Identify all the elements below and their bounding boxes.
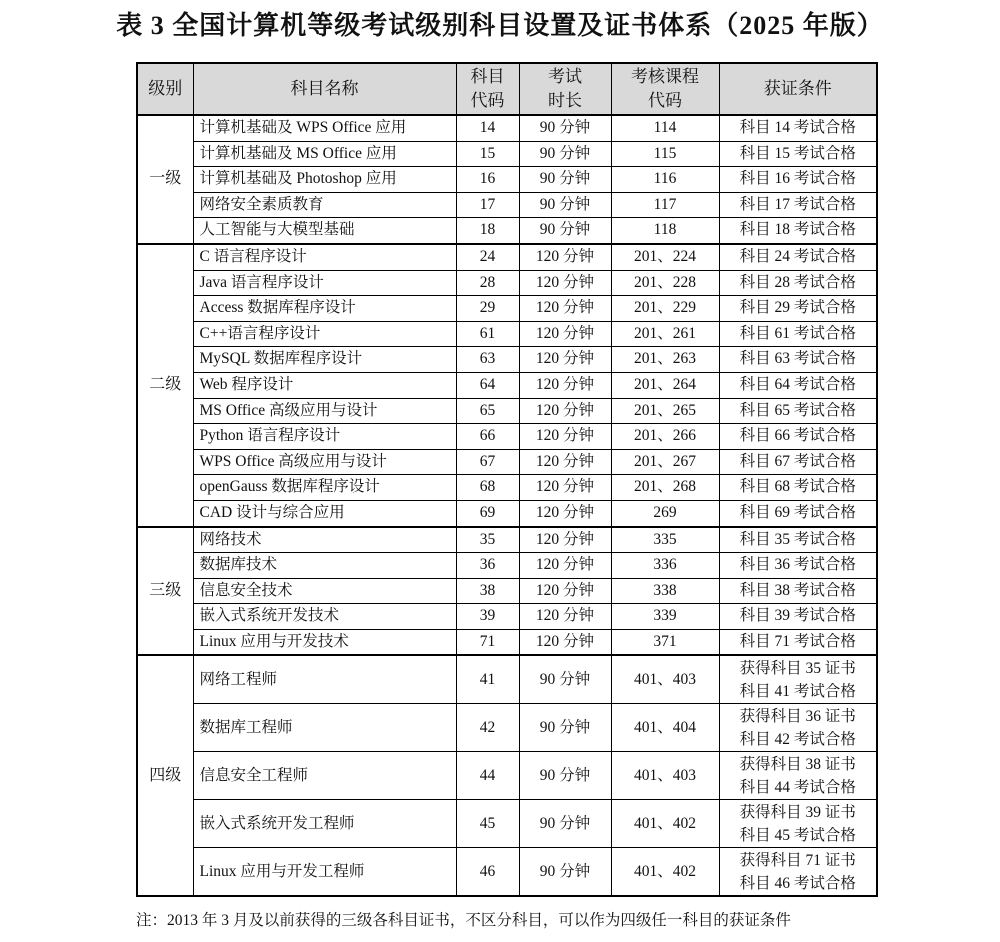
cell-course-code: 338 bbox=[611, 578, 719, 604]
cell-subject-code: 15 bbox=[456, 141, 519, 167]
cell-subject-code: 67 bbox=[456, 449, 519, 475]
cell-certificate-condition: 科目 38 考试合格 bbox=[719, 578, 877, 604]
condition-line-2: 科目 44 考试合格 bbox=[739, 778, 856, 796]
cell-subject-code: 29 bbox=[456, 296, 519, 322]
cell-subject-code: 66 bbox=[456, 424, 519, 450]
cell-course-code: 201、264 bbox=[611, 372, 719, 398]
cell-exam-duration: 90 分钟 bbox=[519, 167, 611, 193]
cell-subject-code: 65 bbox=[456, 398, 519, 424]
column-header-level: 级别 bbox=[137, 63, 193, 115]
cell-subject-code: 28 bbox=[456, 270, 519, 296]
column-header-duration bbox=[519, 63, 611, 115]
cell-subject-code: 39 bbox=[456, 604, 519, 630]
cell-certificate-condition: 科目 16 考试合格 bbox=[719, 167, 877, 193]
cell-course-code: 116 bbox=[611, 167, 719, 193]
cell-course-code: 201、224 bbox=[611, 244, 719, 270]
column-header-course-code bbox=[611, 63, 719, 115]
cell-subject-code: 61 bbox=[456, 321, 519, 347]
cell-certificate-condition: 科目 64 考试合格 bbox=[719, 372, 877, 398]
cell-subject-code: 36 bbox=[456, 553, 519, 579]
cell-exam-duration: 120 分钟 bbox=[519, 578, 611, 604]
cell-course-code: 401、402 bbox=[611, 848, 719, 897]
level-cell: 一级 bbox=[137, 115, 193, 244]
table-row bbox=[137, 800, 877, 848]
cell-subject-code: 46 bbox=[456, 848, 519, 897]
cell-exam-duration: 120 分钟 bbox=[519, 398, 611, 424]
cell-subject-code: 16 bbox=[456, 167, 519, 193]
cell-exam-duration: 120 分钟 bbox=[519, 527, 611, 553]
cell-certificate-condition bbox=[719, 848, 877, 897]
cell-exam-duration: 120 分钟 bbox=[519, 270, 611, 296]
table-row bbox=[137, 553, 877, 579]
table-row bbox=[137, 475, 877, 501]
cell-subject-name: 网络技术 bbox=[193, 527, 456, 553]
table-row bbox=[137, 115, 877, 141]
column-header-condition: 获证条件 bbox=[719, 63, 877, 115]
table-row bbox=[137, 578, 877, 604]
cell-exam-duration: 90 分钟 bbox=[519, 141, 611, 167]
cell-course-code: 115 bbox=[611, 141, 719, 167]
cell-exam-duration: 90 分钟 bbox=[519, 704, 611, 752]
condition-line-1: 获得科目 71 证书 bbox=[739, 851, 856, 869]
cell-certificate-condition: 科目 63 考试合格 bbox=[719, 347, 877, 373]
cell-course-code: 201、268 bbox=[611, 475, 719, 501]
cell-course-code: 118 bbox=[611, 218, 719, 244]
cell-exam-duration: 120 分钟 bbox=[519, 500, 611, 526]
column-header-course-code-line1: 考核课程 bbox=[631, 67, 699, 86]
table-row bbox=[137, 270, 877, 296]
cell-course-code: 201、265 bbox=[611, 398, 719, 424]
cell-exam-duration: 120 分钟 bbox=[519, 321, 611, 347]
level-cell: 三级 bbox=[137, 527, 193, 656]
cell-subject-code: 35 bbox=[456, 527, 519, 553]
cell-exam-duration: 90 分钟 bbox=[519, 115, 611, 141]
cell-subject-name: Java 语言程序设计 bbox=[193, 270, 456, 296]
cell-subject-name: Linux 应用与开发工程师 bbox=[193, 848, 456, 897]
condition-line-1: 获得科目 35 证书 bbox=[739, 659, 856, 677]
column-header-duration-line2: 时长 bbox=[548, 91, 582, 110]
cell-certificate-condition: 科目 68 考试合格 bbox=[719, 475, 877, 501]
table-row bbox=[137, 629, 877, 655]
cell-certificate-condition: 科目 15 考试合格 bbox=[719, 141, 877, 167]
cell-certificate-condition: 科目 29 考试合格 bbox=[719, 296, 877, 322]
column-header-subject-code-line2: 代码 bbox=[470, 91, 505, 110]
condition-line-1: 获得科目 36 证书 bbox=[739, 707, 856, 725]
table-row bbox=[137, 704, 877, 752]
table-row bbox=[137, 449, 877, 475]
cell-course-code: 201、229 bbox=[611, 296, 719, 322]
table-row bbox=[137, 604, 877, 630]
cell-certificate-condition bbox=[719, 752, 877, 800]
cell-exam-duration: 90 分钟 bbox=[519, 800, 611, 848]
column-header-duration-line1: 考试 bbox=[548, 67, 582, 86]
cell-subject-name: 网络安全素质教育 bbox=[193, 192, 456, 218]
cell-subject-name: 网络工程师 bbox=[193, 655, 456, 704]
cell-certificate-condition: 科目 24 考试合格 bbox=[719, 244, 877, 270]
cell-exam-duration: 120 分钟 bbox=[519, 553, 611, 579]
cell-certificate-condition: 科目 28 考试合格 bbox=[719, 270, 877, 296]
cell-subject-name: Access 数据库程序设计 bbox=[193, 296, 456, 322]
cell-course-code: 339 bbox=[611, 604, 719, 630]
cell-certificate-condition: 科目 69 考试合格 bbox=[719, 500, 877, 526]
cell-exam-duration: 120 分钟 bbox=[519, 475, 611, 501]
table-row bbox=[137, 372, 877, 398]
cell-certificate-condition: 科目 67 考试合格 bbox=[719, 449, 877, 475]
condition-line-2: 科目 46 考试合格 bbox=[739, 874, 856, 892]
cell-subject-code: 38 bbox=[456, 578, 519, 604]
cell-subject-code: 18 bbox=[456, 218, 519, 244]
table-row bbox=[137, 848, 877, 897]
cell-course-code: 401、403 bbox=[611, 752, 719, 800]
level-cell: 四级 bbox=[137, 655, 193, 896]
column-header-course-code-line2: 代码 bbox=[648, 91, 682, 110]
cell-exam-duration: 120 分钟 bbox=[519, 604, 611, 630]
table-row bbox=[137, 296, 877, 322]
cell-exam-duration: 120 分钟 bbox=[519, 629, 611, 655]
cell-certificate-condition: 科目 61 考试合格 bbox=[719, 321, 877, 347]
cell-subject-name: 嵌入式系统开发技术 bbox=[193, 604, 456, 630]
table-body bbox=[137, 115, 877, 896]
cell-exam-duration: 120 分钟 bbox=[519, 424, 611, 450]
condition-line-2: 科目 42 考试合格 bbox=[739, 730, 856, 748]
condition-line-2: 科目 45 考试合格 bbox=[739, 826, 856, 844]
cell-exam-duration: 90 分钟 bbox=[519, 192, 611, 218]
cell-exam-duration: 120 分钟 bbox=[519, 449, 611, 475]
cell-subject-code: 14 bbox=[456, 115, 519, 141]
cell-subject-name: openGauss 数据库程序设计 bbox=[193, 475, 456, 501]
level-cell: 二级 bbox=[137, 244, 193, 527]
table-row bbox=[137, 141, 877, 167]
table-row bbox=[137, 527, 877, 553]
table-header bbox=[137, 63, 877, 115]
cell-course-code: 371 bbox=[611, 629, 719, 655]
cell-course-code: 114 bbox=[611, 115, 719, 141]
cell-subject-name: MySQL 数据库程序设计 bbox=[193, 347, 456, 373]
cell-subject-code: 45 bbox=[456, 800, 519, 848]
column-header-subject-code-line1: 科目 bbox=[470, 67, 505, 86]
cell-subject-code: 68 bbox=[456, 475, 519, 501]
cell-certificate-condition: 科目 66 考试合格 bbox=[719, 424, 877, 450]
certification-table bbox=[136, 62, 878, 897]
cell-exam-duration: 120 分钟 bbox=[519, 347, 611, 373]
cell-certificate-condition: 科目 36 考试合格 bbox=[719, 553, 877, 579]
cell-course-code: 335 bbox=[611, 527, 719, 553]
cell-course-code: 401、404 bbox=[611, 704, 719, 752]
cert-table-wrapper bbox=[136, 62, 876, 897]
cell-subject-name: CAD 设计与综合应用 bbox=[193, 500, 456, 526]
cell-subject-code: 41 bbox=[456, 655, 519, 704]
cell-subject-name: 计算机基础及 WPS Office 应用 bbox=[193, 115, 456, 141]
condition-line-2: 科目 41 考试合格 bbox=[739, 682, 856, 700]
table-row bbox=[137, 192, 877, 218]
cell-subject-name: 嵌入式系统开发工程师 bbox=[193, 800, 456, 848]
cell-certificate-condition: 科目 65 考试合格 bbox=[719, 398, 877, 424]
cell-subject-code: 63 bbox=[456, 347, 519, 373]
cell-course-code: 201、228 bbox=[611, 270, 719, 296]
cell-course-code: 201、266 bbox=[611, 424, 719, 450]
cell-subject-name: C++语言程序设计 bbox=[193, 321, 456, 347]
table-row bbox=[137, 398, 877, 424]
cell-subject-name: 计算机基础及 Photoshop 应用 bbox=[193, 167, 456, 193]
cell-course-code: 336 bbox=[611, 553, 719, 579]
page-title: 表 3 全国计算机等级考试级别科目设置及证书体系（2025 年版） bbox=[116, 11, 884, 40]
table-row bbox=[137, 347, 877, 373]
cell-course-code: 269 bbox=[611, 500, 719, 526]
cell-subject-code: 24 bbox=[456, 244, 519, 270]
cell-exam-duration: 120 分钟 bbox=[519, 372, 611, 398]
table-row bbox=[137, 655, 877, 704]
cell-subject-name: MS Office 高级应用与设计 bbox=[193, 398, 456, 424]
column-header-subject: 科目名称 bbox=[193, 63, 456, 115]
cell-certificate-condition: 科目 14 考试合格 bbox=[719, 115, 877, 141]
table-row bbox=[137, 218, 877, 244]
cell-subject-name: 信息安全技术 bbox=[193, 578, 456, 604]
cell-exam-duration: 90 分钟 bbox=[519, 848, 611, 897]
table-row bbox=[137, 167, 877, 193]
cell-subject-name: Web 程序设计 bbox=[193, 372, 456, 398]
footnote: 注：2013 年 3 月及以前获得的三级各科目证书，不区分科目，可以作为四级任一科目的获证条件 bbox=[136, 912, 791, 929]
cell-exam-duration: 90 分钟 bbox=[519, 218, 611, 244]
cell-exam-duration: 120 分钟 bbox=[519, 244, 611, 270]
cell-subject-code: 71 bbox=[456, 629, 519, 655]
cell-subject-name: 人工智能与大模型基础 bbox=[193, 218, 456, 244]
cell-subject-name: 信息安全工程师 bbox=[193, 752, 456, 800]
cell-subject-code: 64 bbox=[456, 372, 519, 398]
cell-subject-code: 44 bbox=[456, 752, 519, 800]
cell-course-code: 117 bbox=[611, 192, 719, 218]
cell-subject-code: 42 bbox=[456, 704, 519, 752]
cell-subject-name: Python 语言程序设计 bbox=[193, 424, 456, 450]
column-header-subject-code bbox=[456, 63, 519, 115]
table-row bbox=[137, 424, 877, 450]
cell-subject-name: C 语言程序设计 bbox=[193, 244, 456, 270]
cell-exam-duration: 120 分钟 bbox=[519, 296, 611, 322]
table-row bbox=[137, 244, 877, 270]
cell-subject-code: 69 bbox=[456, 500, 519, 526]
cell-exam-duration: 90 分钟 bbox=[519, 655, 611, 704]
table-row bbox=[137, 752, 877, 800]
condition-line-1: 获得科目 38 证书 bbox=[739, 755, 856, 773]
cell-certificate-condition: 科目 35 考试合格 bbox=[719, 527, 877, 553]
cell-subject-code: 17 bbox=[456, 192, 519, 218]
cell-certificate-condition: 科目 39 考试合格 bbox=[719, 604, 877, 630]
cell-course-code: 401、402 bbox=[611, 800, 719, 848]
condition-line-1: 获得科目 39 证书 bbox=[739, 803, 856, 821]
cell-course-code: 201、267 bbox=[611, 449, 719, 475]
cell-certificate-condition bbox=[719, 704, 877, 752]
cell-certificate-condition: 科目 71 考试合格 bbox=[719, 629, 877, 655]
cell-certificate-condition bbox=[719, 655, 877, 704]
cell-certificate-condition: 科目 18 考试合格 bbox=[719, 218, 877, 244]
cell-course-code: 201、263 bbox=[611, 347, 719, 373]
cell-subject-name: 数据库工程师 bbox=[193, 704, 456, 752]
cell-exam-duration: 90 分钟 bbox=[519, 752, 611, 800]
cell-subject-name: 数据库技术 bbox=[193, 553, 456, 579]
cell-certificate-condition bbox=[719, 800, 877, 848]
cell-subject-name: Linux 应用与开发技术 bbox=[193, 629, 456, 655]
cell-certificate-condition: 科目 17 考试合格 bbox=[719, 192, 877, 218]
header-row bbox=[137, 63, 877, 115]
table-row bbox=[137, 500, 877, 526]
cell-course-code: 401、403 bbox=[611, 655, 719, 704]
cell-subject-name: WPS Office 高级应用与设计 bbox=[193, 449, 456, 475]
cell-course-code: 201、261 bbox=[611, 321, 719, 347]
cell-subject-name: 计算机基础及 MS Office 应用 bbox=[193, 141, 456, 167]
table-row bbox=[137, 321, 877, 347]
